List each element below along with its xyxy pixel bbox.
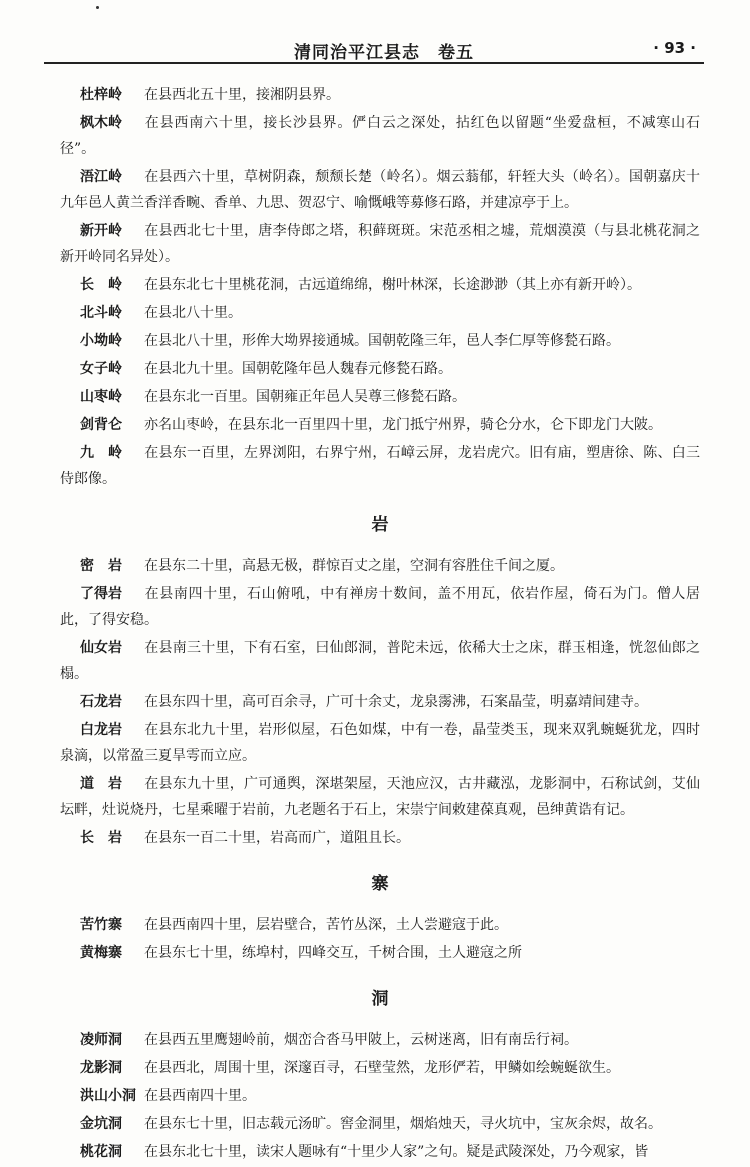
section-heading: 洞 <box>371 989 389 1009</box>
place-entry <box>60 1111 700 1137</box>
place-entry <box>60 771 700 823</box>
place-description: 在县东北九十里，岩形似屋，石色如煤，中有一卷，晶莹类玉，现来双乳蜿蜒犹龙，四时泉滴，以常盈三夏旱雩而立应。 <box>60 722 700 764</box>
place-entry <box>60 440 700 492</box>
book-title: 清同治平江县志 卷五 <box>294 43 474 63</box>
place-entry <box>60 1083 700 1109</box>
place-name: 苦竹寨 <box>80 917 122 933</box>
place-description: 在县南三十里，下有石室，曰仙郎洞，普陀未远，依稀大士之床，群玉相逢，恍忽仙郎之榻。 <box>60 640 700 682</box>
section-heading: 岩 <box>371 515 389 535</box>
place-name: 山枣岭 <box>80 389 122 405</box>
place-name: 道 岩 <box>80 776 122 792</box>
place-description: 在县西五里鹰翅岭前，烟峦合沓马甲陂上，云树迷离，旧有南岳行祠。 <box>144 1032 578 1048</box>
place-description: 在县西北七十里，唐李侍郎之塔，积藓斑斑。宋范丞相之墟，荒烟漠漠（与县北桃花洞之新开岭同名异处）。 <box>60 223 700 265</box>
place-description: 在县东七十里，练埠村，四峰交互，千树合围，土人避寇之所 <box>144 945 522 961</box>
place-entry <box>60 412 700 438</box>
place-name: 金坑洞 <box>80 1116 122 1132</box>
place-name: 女子岭 <box>80 361 122 377</box>
place-description: 在县东九十里，广可通舆，深堪架屋，天池应汉，古井藏泓，龙影洞中，石称试剑，艾仙坛畔，灶说烧丹，七星乘曜于岩前，九老题名于石上，宋崇宁间敕建葆真观，邑绅黄诰有记。 <box>60 776 700 818</box>
place-name: 龙影洞 <box>80 1060 122 1076</box>
place-entry <box>60 218 700 270</box>
place-description: 在县西南六十里，接长沙县界。俨白云之深处，拈红色以留题“坐爱盘桓，不减寒山石径”。 <box>60 115 700 157</box>
place-name: 小坳岭 <box>80 333 122 349</box>
place-description: 亦名山枣岭，在县东北一百里四十里，龙门抵宁州界，骑仑分水，仑下即龙门大陂。 <box>144 417 662 433</box>
place-name: 枫木岭 <box>80 115 122 131</box>
scan-speck <box>96 6 99 9</box>
place-entry <box>60 328 700 354</box>
gazetteer-body <box>60 82 700 1167</box>
place-entry <box>60 1055 700 1081</box>
place-description: 在县东一百里，左界浏阳，右界宁州，石嶂云屏，龙岩虎穴。旧有庙，塑唐徐、陈、白三侍郎像。 <box>60 445 700 487</box>
page-number: · 93 · <box>653 39 696 57</box>
place-entry <box>60 581 700 633</box>
place-entry <box>60 384 700 410</box>
place-description: 在县南四十里，石山俯吼，中有禅房十数间，盖不用瓦，依岩作屋，倚石为门。僧人居此，了得安稳。 <box>60 586 700 628</box>
place-entry <box>60 717 700 769</box>
place-entry <box>60 356 700 382</box>
place-name: 黄梅寨 <box>80 945 122 961</box>
place-name: 北斗岭 <box>80 305 122 321</box>
place-description: 在县西北五十里，接湘阴县界。 <box>144 87 340 103</box>
place-name: 长 岭 <box>80 277 122 293</box>
place-name: 桃花洞 <box>80 1144 122 1160</box>
place-name: 白龙岩 <box>80 722 122 738</box>
place-description: 在县东北一百里。国朝雍正年邑人吴尊三修甃石路。 <box>144 389 466 405</box>
place-name: 洪山小洞 <box>80 1088 136 1104</box>
place-name: 仙女岩 <box>80 640 122 656</box>
place-entry <box>60 689 700 715</box>
place-name: 了得岩 <box>80 586 122 602</box>
place-description: 在县东四十里，高可百余寻，广可十余丈，龙泉霶沸，石案晶莹，明嘉靖间建寺。 <box>144 694 648 710</box>
place-name: 杜梓岭 <box>80 87 122 103</box>
place-name: 石龙岩 <box>80 694 122 710</box>
place-description: 在县西南四十里。 <box>144 1088 256 1104</box>
place-description: 在县北八十里。 <box>144 305 242 321</box>
place-name: 新开岭 <box>80 223 122 239</box>
place-entry <box>60 635 700 687</box>
place-entry <box>60 1027 700 1053</box>
place-name: 浯江岭 <box>80 169 122 185</box>
place-entry <box>60 82 700 108</box>
place-description: 在县北八十里，形侔大坳界接通城。国朝乾隆三年，邑人李仁厚等修甃石路。 <box>144 333 620 349</box>
place-entry <box>60 164 700 216</box>
place-name: 长 岩 <box>80 830 122 846</box>
place-description: 在县西南四十里，层岩壁合，苦竹丛深，土人尝避寇于此。 <box>144 917 508 933</box>
place-entry <box>60 940 700 966</box>
place-entry <box>60 825 700 851</box>
place-description: 在县东北七十里桃花洞，古远道绵绵，榭叶林深，长途渺渺（其上亦有新开岭）。 <box>144 277 641 293</box>
place-name: 九 岭 <box>80 445 122 461</box>
place-description: 在县东一百二十里，岩高而广，道阻且长。 <box>144 830 410 846</box>
place-entry <box>60 912 700 938</box>
place-entry <box>60 553 700 579</box>
place-description: 在县东北七十里，读宋人题咏有“十里少人家”之句。疑是武陵深处，乃今观家，皆 <box>144 1144 649 1160</box>
place-entry <box>60 300 700 326</box>
page-header <box>44 32 704 64</box>
place-entry <box>60 272 700 298</box>
place-description: 在县西北，周围十里，深邃百寻，石壁莹然，龙形俨若，甲鳞如绘蜿蜒欲生。 <box>144 1060 620 1076</box>
place-name: 凌师洞 <box>80 1032 122 1048</box>
place-description: 在县东七十里，旧志载元汤旷。窖金洞里，烟焰烛天，寻火坑中，宝灰余烬，故名。 <box>144 1116 662 1132</box>
place-description: 在县北九十里。国朝乾隆年邑人魏春元修甃石路。 <box>144 361 452 377</box>
place-description: 在县东二十里，高悬无极，群惊百丈之崖，空洞有容胜住千间之厦。 <box>144 558 564 574</box>
place-entry <box>60 110 700 162</box>
section-heading: 寨 <box>371 874 389 894</box>
place-name: 剑背仑 <box>80 417 122 433</box>
place-description: 在县西六十里，草树阴森，颓颓长楚（岭名）。烟云蓊郁，轩轾大头（岭名）。国朝嘉庆十九年邑人黄兰香洋香畹、香单、九思、贺忍宁、喻慨峨等募修石路，并建凉亭于上。 <box>60 169 700 211</box>
place-entry <box>60 1139 700 1165</box>
place-name: 密 岩 <box>80 558 122 574</box>
